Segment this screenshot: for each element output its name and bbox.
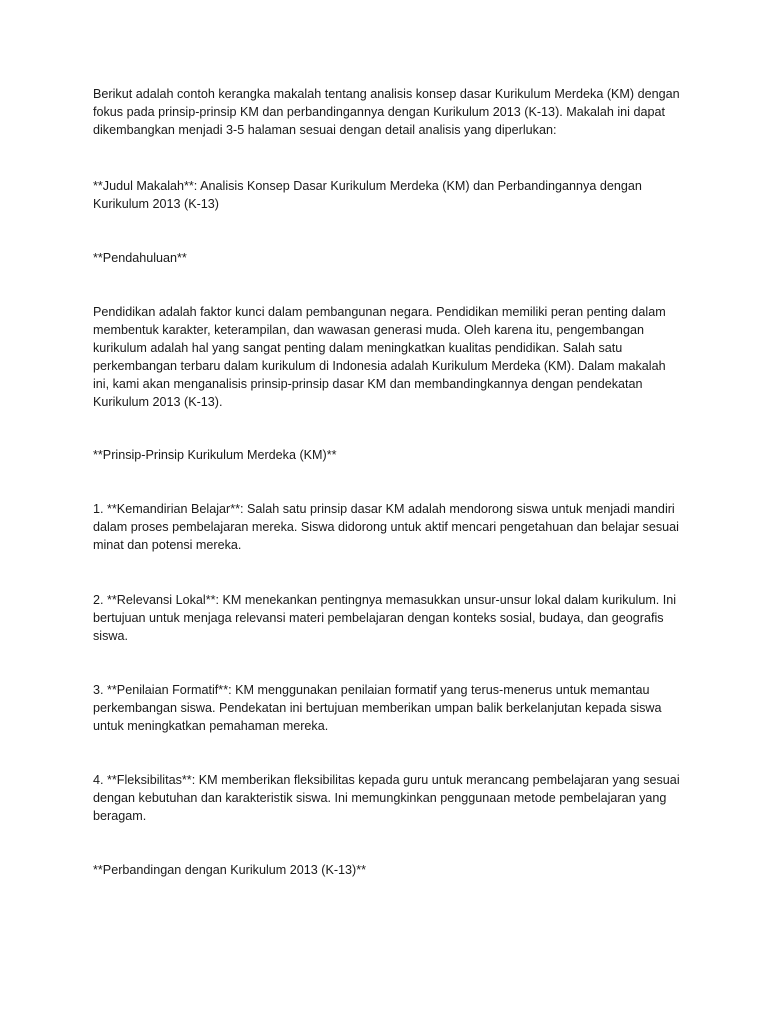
intro-paragraph: Berikut adalah contoh kerangka makalah tentang analisis konsep dasar Kurikulum Merdeka (KM) dengan fokus pada prinsip-prinsip KM dan perbandingannya dengan Kurikulum 2013 (K-13). Makalah ini dapat dikembangkan menjadi 3-5 halaman sesuai dengan detail analisis yang diperlukan: xyxy=(93,87,680,137)
list-item-relevansi: 2. **Relevansi Lokal**: KM menekankan pentingnya memasukkan unsur-unsur lokal dalam kurikulum. Ini bertujuan untuk menjaga relevansi materi pembelajaran dengan konteks sosial, budaya, dan geografis siswa. xyxy=(93,593,677,643)
heading-prinsip: **Prinsip-Prinsip Kurikulum Merdeka (KM)** xyxy=(93,448,337,462)
heading-perbandingan: **Perbandingan dengan Kurikulum 2013 (K-13)** xyxy=(93,863,367,877)
pendahuluan-paragraph: Pendidikan adalah faktor kunci dalam pembangunan negara. Pendidikan memiliki peran penting dalam membentuk karakter, keterampilan, dan wawasan generasi muda. Oleh karena itu, pengembangan kurikulum adalah hal yang sangat penting dalam meningkatkan kualitas pendidikan. Salah satu perkembangan terbaru dalam kurikulum di Indonesia adalah Kurikulum Merdeka (KM). Dalam makalah ini, kami akan menganalisis prinsip-prinsip dasar KM dan membandingkannya dengan pendekatan Kurikulum 2013 (K-13). xyxy=(93,305,666,409)
paper-title-line: **Judul Makalah**: Analisis Konsep Dasar Kurikulum Merdeka (KM) dan Perbandingannya dengan Kurikulum 2013 (K-13) xyxy=(93,179,642,211)
list-item-fleksibilitas: 4. **Fleksibilitas**: KM memberikan fleksibilitas kepada guru untuk merancang pembelajaran yang sesuai dengan kebutuhan dan karakteristik siswa. Ini memungkinkan penggunaan metode pembelajaran yang beragam. xyxy=(93,773,680,823)
list-item-kemandirian: 1. **Kemandirian Belajar**: Salah satu prinsip dasar KM adalah mendorong siswa untuk menjadi mandiri dalam proses pembelajaran mereka. Siswa didorong untuk aktif mencari pengetahuan dan belajar sesuai minat dan potensi mereka. xyxy=(93,502,679,552)
list-item-penilaian: 3. **Penilaian Formatif**: KM menggunakan penilaian formatif yang terus-menerus untuk memantau perkembangan siswa. Pendekatan ini bertujuan memberikan umpan balik berkelanjutan kepada siswa untuk meningkatkan pemahaman mereka. xyxy=(93,683,662,733)
heading-pendahuluan: **Pendahuluan** xyxy=(93,251,187,265)
